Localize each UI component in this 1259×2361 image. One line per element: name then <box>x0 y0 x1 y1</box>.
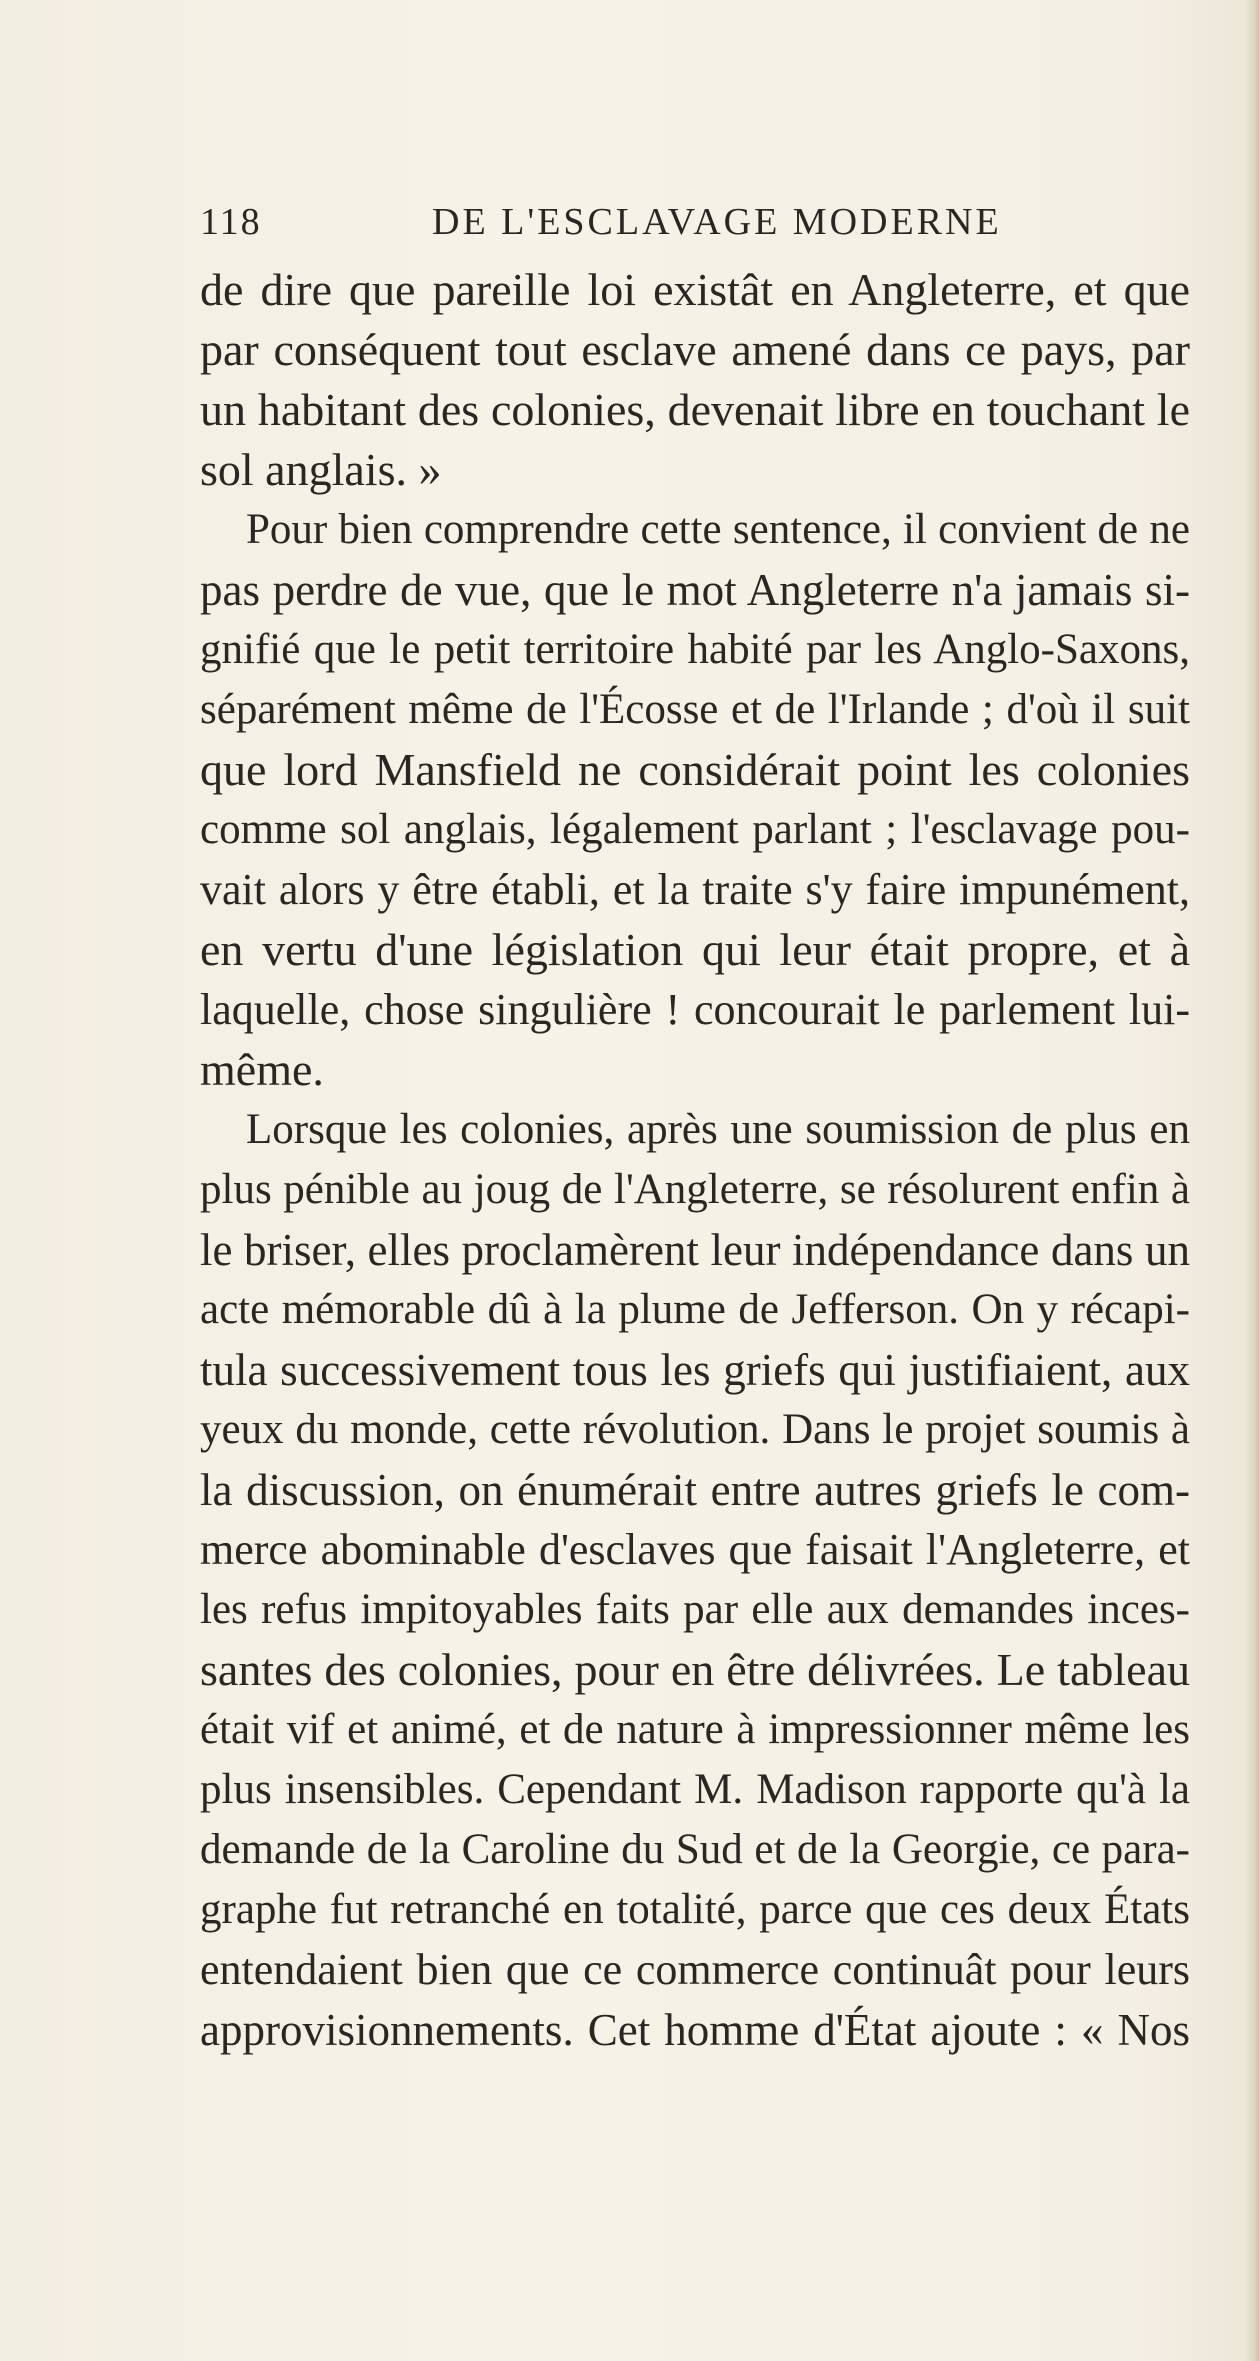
text-line: yeux du monde, cette révolution. Dans le projet soumis à <box>200 1406 1190 1453</box>
text-line: Pour bien comprendre cette sentence, il convient de ne <box>246 506 1190 553</box>
text-line: par conséquent tout esclave amené dans ce pays, par <box>200 324 1190 375</box>
text-line: gnifié que le petit territoire habité par les Anglo-Saxons, <box>200 626 1190 673</box>
text-line: demande de la Caroline du Sud et de la Georgie, ce para- <box>200 1826 1190 1873</box>
text-line: en vertu d'une législation qui leur était propre, et à <box>200 924 1190 975</box>
text-line: acte mémorable dû à la plume de Jefferson. On y récapi- <box>200 1286 1190 1333</box>
text-line: le briser, elles proclamèrent leur indépendance dans un <box>200 1225 1190 1275</box>
text-line: vait alors y être établi, et la traite s'y faire impunément, <box>200 865 1190 914</box>
text-line: plus pénible au joug de l'Angleterre, se résolurent enfin à <box>200 1166 1190 1213</box>
text-line: de dire que pareille loi existât en Angleterre, et que <box>200 264 1190 315</box>
text-line: approvisionnements. Cet homme d'État ajoute : « Nos <box>200 2005 1190 2055</box>
text-line: santes des colonies, pour en être délivrées. Le tableau <box>200 1644 1190 1695</box>
text-line: séparément même de l'Écosse et de l'Irlande ; d'où il suit <box>200 686 1190 733</box>
text-line: comme sol anglais, légalement parlant ; l'esclavage pou- <box>200 806 1190 853</box>
text-line: sol anglais. » <box>200 444 442 495</box>
text-line: graphe fut retranché en totalité, parce que ces deux États <box>200 1886 1190 1933</box>
text-line: que lord Mansfield ne considérait point les colonies <box>200 744 1190 795</box>
text-line: les refus impitoyables faits par elle aux demandes inces- <box>200 1586 1190 1633</box>
text-line: pas perdre de vue, que le mot Angleterre n'a jamais si- <box>200 565 1190 615</box>
page-number: 118 <box>200 201 262 243</box>
page-header <box>200 200 1010 252</box>
text-line: Lorsque les colonies, après une soumission de plus en <box>246 1106 1190 1153</box>
text-line: plus insensibles. Cependant M. Madison rapporte qu'à la <box>200 1766 1190 1813</box>
text-line: tula successivement tous les griefs qui justifiaient, aux <box>200 1345 1190 1395</box>
text-line: merce abominable d'esclaves que faisait l'Angleterre, et <box>200 1525 1190 1574</box>
page-edge-shadow <box>1245 0 1259 2361</box>
running-title: DE L'ESCLAVAGE MODERNE <box>432 201 1002 243</box>
text-line: entendaient bien que ce commerce continuât pour leurs <box>200 1945 1190 1994</box>
text-line: même. <box>200 1044 324 1095</box>
text-line: laquelle, chose singulière ! concourait le parlement lui- <box>200 985 1190 1034</box>
text-line: la discussion, on énumérait entre autres griefs le com- <box>200 1465 1190 1515</box>
text-line: un habitant des colonies, devenait libre en touchant le <box>200 384 1190 435</box>
text-line: était vif et animé, et de nature à impressionner même les <box>200 1706 1190 1753</box>
